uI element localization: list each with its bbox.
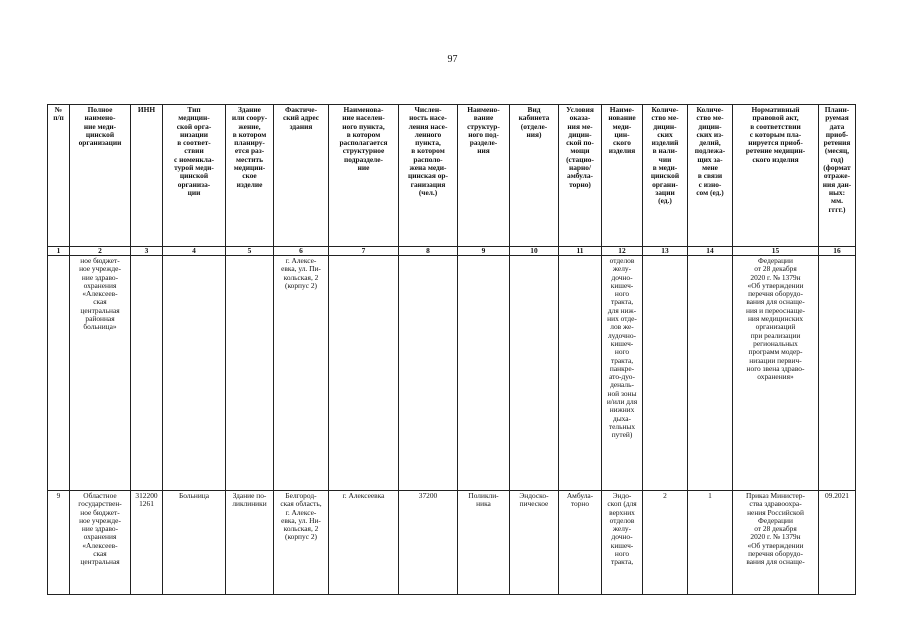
table-cell xyxy=(48,256,70,491)
table-cell: Больница xyxy=(163,491,226,595)
column-number: 15 xyxy=(733,247,819,256)
table-cell: отделов желу- дочно- кишеч- ного тракта, для ниж- них отде- лов же- лудочно- кишеч- ного тракта, панкре- ато-дуо- деналь- ной зоны и/или для нижних дыха- тельных путей) xyxy=(602,256,643,491)
table-cell: 9 xyxy=(48,491,70,595)
table-cell xyxy=(510,256,559,491)
column-number: 12 xyxy=(602,247,643,256)
table-cell xyxy=(399,256,458,491)
table-cell: 37200 xyxy=(399,491,458,595)
table-cell: Амбула- торно xyxy=(559,491,602,595)
table-cell: 312200 1261 xyxy=(131,491,163,595)
table-cell: Федерации от 28 декабря 2020 г. № 1379н «Об утверждении перечня оборудо- вания для оснаще- ния и переоснаще- ния медицинских организаций при реализации региональных программ модер- низации первич- ного звена здраво- охранения» xyxy=(733,256,819,491)
header-cell: Здание или соору- жение, в котором планиру- ется раз- местить медицин- ское изделие xyxy=(226,105,274,247)
column-number-row xyxy=(48,247,856,256)
table-cell: Областное государствен- ное бюджет- ное учрежде- ние здраво- охранения «Алексеев- ская центральная xyxy=(70,491,131,595)
table-cell: г. Алексе- евка, ул. Пи- кольская, 2 (корпус 2) xyxy=(274,256,329,491)
table-cell: г. Алексеевка xyxy=(329,491,399,595)
column-number: 4 xyxy=(163,247,226,256)
column-number: 13 xyxy=(643,247,688,256)
table-header-row xyxy=(48,105,856,247)
table-cell: 1 xyxy=(688,491,733,595)
column-number: 6 xyxy=(274,247,329,256)
table-cell: 09.2021 xyxy=(819,491,856,595)
header-cell: Фактиче- ский адрес здания xyxy=(274,105,329,247)
table-cell xyxy=(131,256,163,491)
column-number: 10 xyxy=(510,247,559,256)
table-cell: Эндо- скоп (для верхних отделов желу- дочно- кишеч- ного тракта, xyxy=(602,491,643,595)
table-cell: Поликли- ника xyxy=(458,491,510,595)
column-number: 2 xyxy=(70,247,131,256)
table-cell: Эндоско- пическое xyxy=(510,491,559,595)
table-cell xyxy=(226,256,274,491)
header-cell: Числен- ность насе- ления насе- ленного пункта, в котором располо- жена меди- цинская ор- ганизация (чел.) xyxy=(399,105,458,247)
header-cell: Вид кабинета (отделе- ния) xyxy=(510,105,559,247)
table-cell: 2 xyxy=(643,491,688,595)
table-cell: ное бюджет- ное учрежде- ние здраво- охранения «Алексеев- ская центральная районная больница» xyxy=(70,256,131,491)
table-cell xyxy=(643,256,688,491)
table-cell xyxy=(559,256,602,491)
column-number: 14 xyxy=(688,247,733,256)
table-cell xyxy=(329,256,399,491)
column-number: 16 xyxy=(819,247,856,256)
table-cell: Белгород- ская область, г. Алексе- евка, ул. Ни- кольская, 2 (корпус 2) xyxy=(274,491,329,595)
column-number: 1 xyxy=(48,247,70,256)
header-cell: ИНН xyxy=(131,105,163,247)
header-cell: Количе- ство ме- дицин- ских из- делий, подлежа- щих за- мене в связи с изно- сом (ед.) xyxy=(688,105,733,247)
column-number: 5 xyxy=(226,247,274,256)
medical-equipment-table xyxy=(47,104,856,595)
column-number: 8 xyxy=(399,247,458,256)
header-cell: Условия оказа- ния ме- дицин- ской по- мощи (стацио- нарно/ амбула- торно) xyxy=(559,105,602,247)
column-number: 7 xyxy=(329,247,399,256)
table-row-continuation xyxy=(48,256,856,491)
table-cell: Приказ Министер- ства здравоохра- нения Российской Федерации от 28 декабря 2020 г. № 1379н «Об утверждении перечня оборудо- вания для оснаще- xyxy=(733,491,819,595)
table-cell xyxy=(458,256,510,491)
header-cell: Наименова- ние населен- ного пункта, в котором располагается структурное подразделе- ние xyxy=(329,105,399,247)
table-cell: Здание по- ликлиники xyxy=(226,491,274,595)
table-cell xyxy=(819,256,856,491)
header-cell: Полное наимено- ние меди- цинской организации xyxy=(70,105,131,247)
header-cell: Наимено- вание структур- ного под- разделе- ния xyxy=(458,105,510,247)
header-cell: Тип медицин- ской орга- низации в соответ- ствии с номенкла- турой меди- цинской организа- ции xyxy=(163,105,226,247)
header-cell: Плани- руемая дата приоб- ретения (месяц, год) (формат отраже- ния дан- ных: мм. гггг.) xyxy=(819,105,856,247)
column-number: 11 xyxy=(559,247,602,256)
header-cell: Нормативный правовой акт, в соответствии с которым пла- нируется приоб- ретение медицин- ского изделия xyxy=(733,105,819,247)
header-cell: № п/п xyxy=(48,105,70,247)
table-cell xyxy=(163,256,226,491)
column-number: 3 xyxy=(131,247,163,256)
header-cell: Количе- ство ме- дицин- ских изделий в нали- чии в меди- цинской органи- зации (ед.) xyxy=(643,105,688,247)
table-cell xyxy=(688,256,733,491)
column-number: 9 xyxy=(458,247,510,256)
table-row-9 xyxy=(48,491,856,595)
page-number: 97 xyxy=(447,54,458,65)
header-cell: Наиме- нование меди- цин- ского изделия xyxy=(602,105,643,247)
